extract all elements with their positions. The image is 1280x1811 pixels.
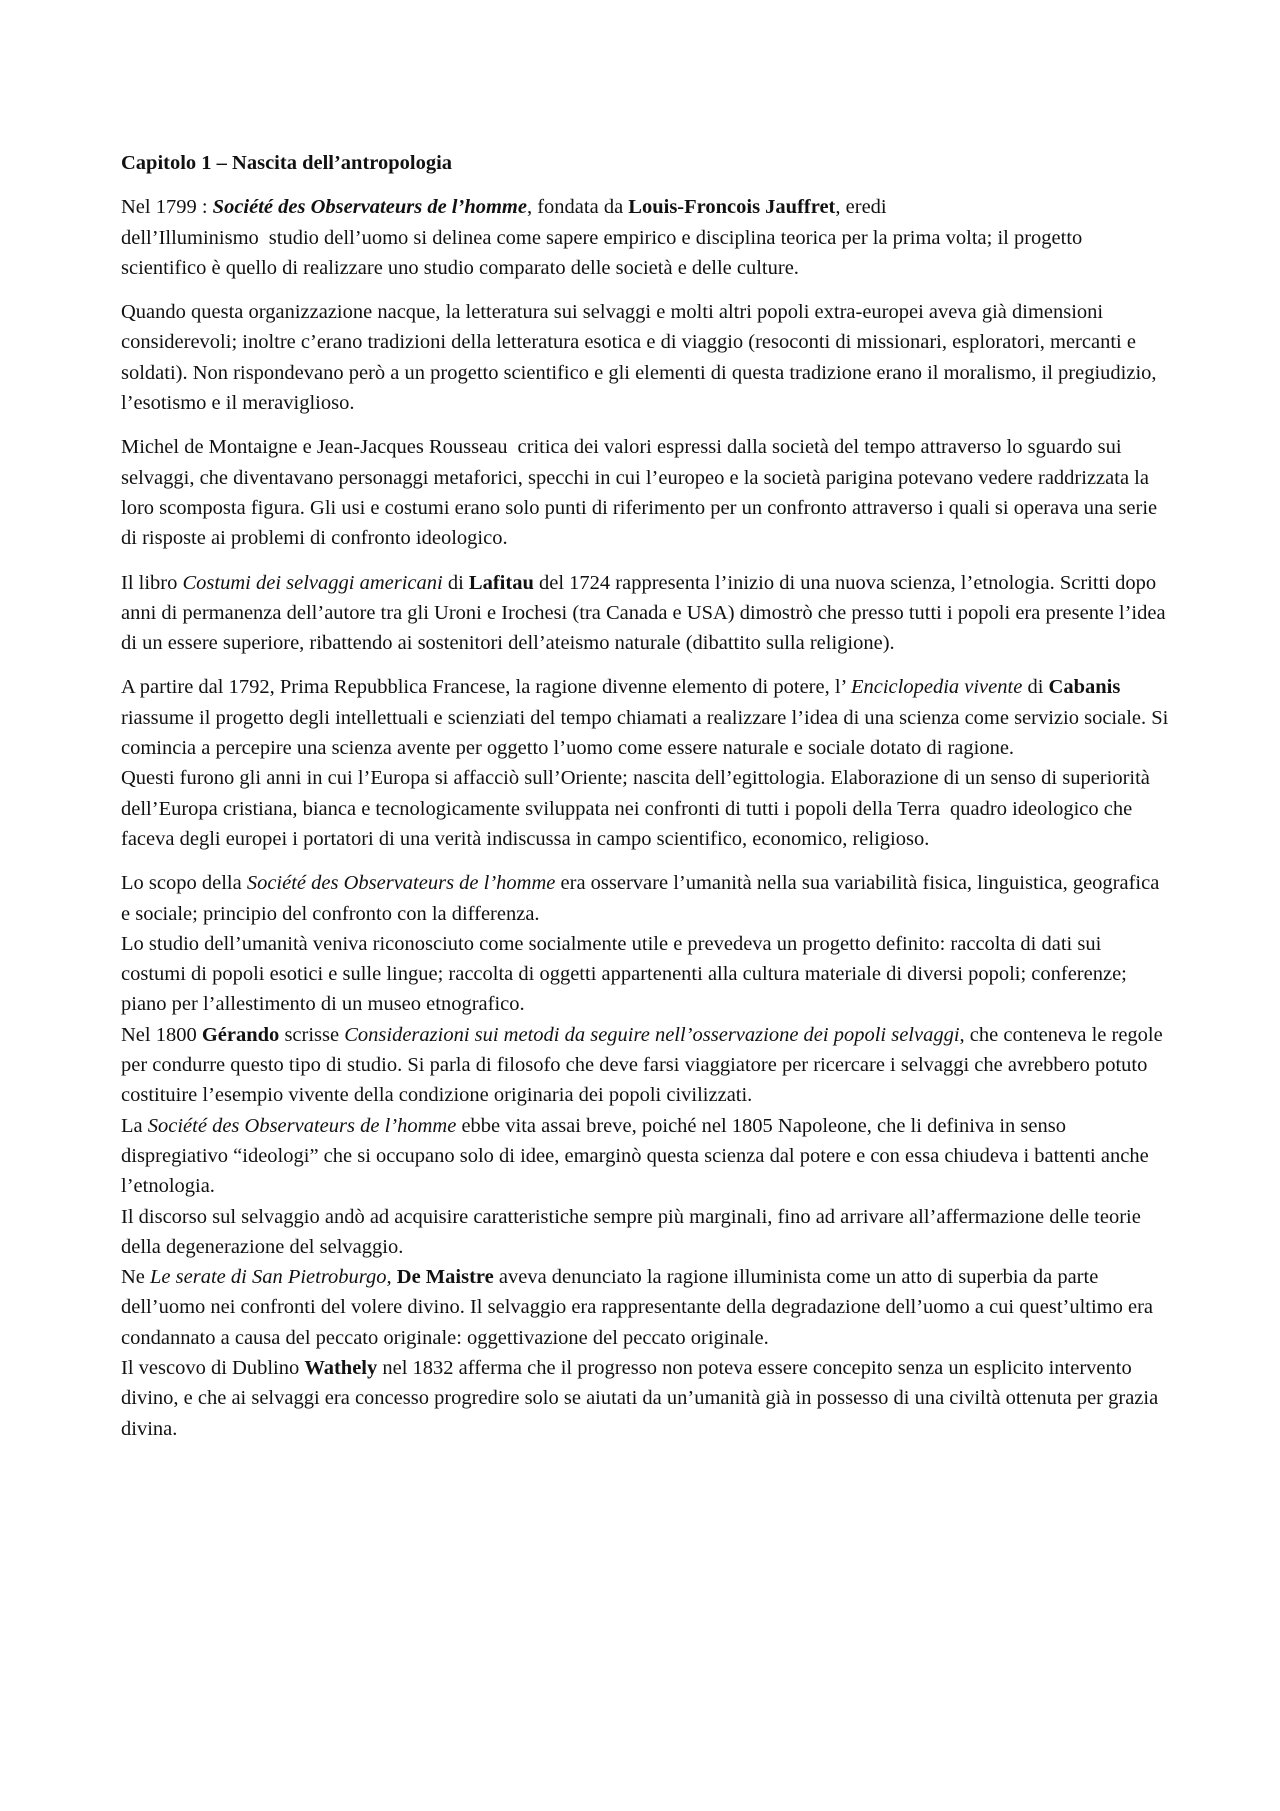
chapter-title: Capitolo 1 – Nascita dell’antropologia bbox=[121, 152, 453, 174]
author-name: De Maistre bbox=[396, 1266, 494, 1289]
text-span: Nel 1800 bbox=[121, 1023, 202, 1046]
text-span: studio dell’uomo si delinea come sapere empirico e disciplina teorica per la prima volta; il progetto scientifico è quello di realizzare uno studio comparato delle società e delle culture. bbox=[121, 226, 1083, 279]
text-span: dell’Illuminismo bbox=[121, 226, 259, 249]
text-span: Nel 1799 : bbox=[121, 196, 213, 219]
book-title: Costumi dei selvaggi americani bbox=[182, 571, 443, 594]
text-span: aveva denunciato la ragione illuminista come un atto di superbia da parte dell’uomo nei confronti del volere divino. Il selvaggio era rappresentante della degradazione dell’uomo a cui quest’ultimo era condannato a causa del peccato originale: oggettivazione del peccato originale. bbox=[121, 1266, 1154, 1349]
paragraph-4 bbox=[121, 568, 1171, 659]
text-span: critica dei valori espressi dalla società del tempo attraverso lo sguardo sui selvaggi, che diventavano personaggi metaforici, specchi in cui l’europeo e la società parigina potevano vedere raddrizzata la loro scomposta figura. Gli usi e costumi erano solo punti di riferimento per un confronto attraverso i quali si operava una serie di risposte ai problemi di confronto ideologico. bbox=[121, 436, 1158, 550]
paragraph-1 bbox=[121, 192, 1171, 283]
society-name: Société des Observateurs de l’homme bbox=[147, 1114, 457, 1137]
text-span: del 1724 rappresenta l’inizio di una nuova scienza, l’etnologia. Scritti dopo anni di permanenza dell’autore tra gli Uroni e Irochesi (tra Canada e USA) dimostrò che presso tutti i popoli era presente l’idea di un essere superiore, ribattendo ai sostenitori dell’ateismo naturale (dibattito sulla religione). bbox=[121, 571, 1166, 655]
paragraph-3 bbox=[121, 432, 1171, 553]
text-span: Il vescovo di Dublino bbox=[121, 1356, 305, 1379]
author-name: Wathely bbox=[304, 1356, 378, 1379]
text-span: nel 1832 afferma che il progresso non poteva essere concepito senza un esplicito intervento divino, e che ai selvaggi era concesso progredire solo se aiutati da un’umanità già in possesso di una civiltà ottenuta per grazia divina. bbox=[121, 1356, 1159, 1440]
paragraph-6 bbox=[121, 868, 1171, 1444]
text-span: di bbox=[1022, 676, 1049, 699]
paragraph-2: Quando questa organizzazione nacque, la letteratura sui selvaggi e molti altri popoli extra-europei aveva già dimensioni considerevoli; inoltre c’erano tradizioni della letteratura esotica e di viaggio (resoconti di missionari, esploratori, mercanti e soldati). Non rispondevano però a un progetto scientifico e gli elementi di questa tradizione erano il moralismo, il pregiudizio, l’esotismo e il meraviglioso. bbox=[121, 301, 1157, 415]
text-span: Ne bbox=[121, 1266, 151, 1289]
text-span: di bbox=[442, 571, 469, 594]
text-span: Lo scopo della bbox=[121, 872, 247, 895]
text-span: La bbox=[121, 1114, 148, 1137]
text-span: Michel de Montaigne e Jean-Jacques Rousseau bbox=[121, 436, 508, 459]
text-span: scrisse bbox=[279, 1023, 345, 1046]
text-span: era osservare l’umanità nella sua variabilità fisica, linguistica, geografica e sociale; principio del confronto con la differenza. bbox=[121, 872, 1160, 925]
text-span: Il libro bbox=[121, 571, 183, 594]
text-span: , fondata da bbox=[526, 196, 629, 219]
document-body bbox=[121, 148, 1171, 1458]
text-span: , che conteneva le regole per condurre questo tipo di studio. Si parla di filosofo che deve farsi viaggiatore per ricercare i selvaggi che avrebbero potuto costituire l’esempio vivente della condizione originaria dei popoli civilizzati. bbox=[121, 1023, 1163, 1107]
text-span: ebbe vita assai breve, poiché nel 1805 Napoleone, che li definiva in senso dispregiativo “ideologi” che si occupano solo di idee, emarginò questa scienza dal potere e con essa chiudeva i battenti anche l’etnologia. bbox=[121, 1114, 1149, 1198]
text-span: A partire dal 1792, Prima Repubblica Francese, la ragione divenne elemento di potere, l’ bbox=[121, 676, 851, 699]
author-name: Lafitau bbox=[468, 571, 534, 594]
text-span: Questi furono gli anni in cui l’Europa si affacciò sull’Oriente; nascita dell’egittologia. Elaborazione di un senso di superiorità dell’Europa cristiana, bianca e tecnologicamente sviluppata nei confronti di tutti i popoli della Terra bbox=[121, 767, 1150, 820]
paragraph-5 bbox=[121, 672, 1171, 854]
work-title: Considerazioni sui metodi da seguire nell’osservazione dei popoli selvaggi bbox=[344, 1023, 960, 1046]
founder-name: Louis-Froncois Jauffret bbox=[628, 196, 836, 219]
society-name: Société des Observateurs de l’homme bbox=[246, 872, 556, 895]
work-title: Le serate di San Pietroburgo, bbox=[150, 1266, 392, 1289]
text-span: riassume il progetto degli intellettuali e scienziati del tempo chiamati a realizzare l’idea di una scienza come servizio sociale. Si comincia a percepire una scienza avente per oggetto l’uomo come essere naturale e sociale dotato di ragione. bbox=[121, 706, 1169, 760]
text-span: , eredi bbox=[835, 196, 887, 219]
work-title: Enciclopedia vivente bbox=[850, 676, 1023, 699]
text-span: Lo studio dell’umanità veniva riconosciuto come socialmente utile e prevedeva un progetto definito: raccolta di dati sui costumi di popoli esotici e sulle lingue; raccolta di oggetti appartenenti alla cultura materiale di diversi popoli; conferenze; piano per l’allestimento di un museo etnografico. bbox=[121, 932, 1127, 1016]
society-name: Société des Observateurs de l’homme bbox=[212, 196, 527, 219]
text-span: Il discorso sul selvaggio andò ad acquisire caratteristiche sempre più marginali, fino ad arrivare all’affermazione delle teorie della degenerazione del selvaggio. bbox=[121, 1205, 1141, 1258]
author-name: Gérando bbox=[201, 1023, 280, 1046]
author-name: Cabanis bbox=[1048, 676, 1121, 699]
text-span: quadro ideologico che faceva degli europei i portatori di una verità indiscussa in campo scientifico, economico, religioso. bbox=[121, 797, 1133, 850]
